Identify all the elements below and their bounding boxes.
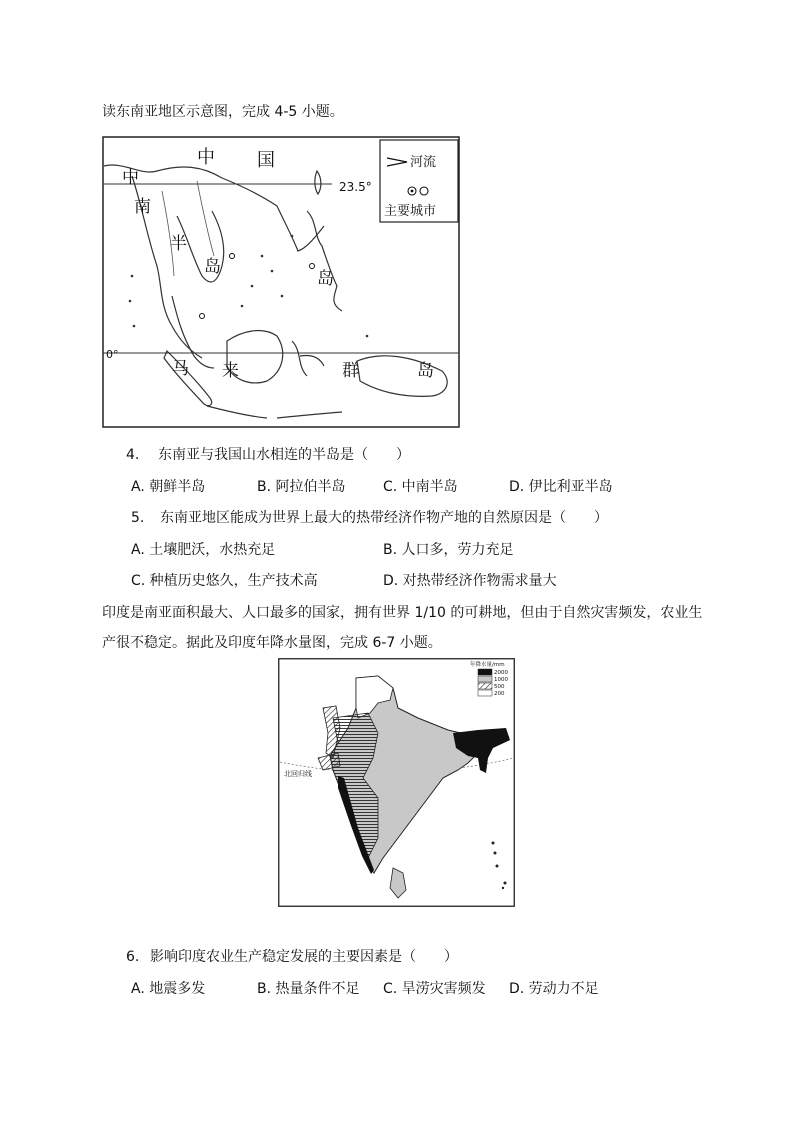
q4-option-a: A. 朝鲜半岛 [131,479,206,495]
q5-option-d: D. 对热带经济作物需求量大 [383,573,557,589]
q5-stem: 东南亚地区能成为世界上最大的热带经济作物产地的自然原因是（ ） [160,510,608,526]
q4-stem: 东南亚与我国山水相连的半岛是（ ） [158,447,410,463]
label-philippines: 岛 [317,269,334,289]
q6-stem: 影响印度农业生产稳定发展的主要因素是（ ） [150,949,458,965]
q6-option-a: A. 地震多发 [131,981,206,997]
q6-number: 6. [126,949,140,965]
q4-number: 4. [126,447,140,463]
legend-1000: 1000 [494,677,508,683]
intro-text-6-7-line1: 印度是南亚面积最大、人口最多的国家，拥有世界 1/10 的可耕地，但由于自然灾害频发，农业生 [102,605,703,621]
southeast-asia-map [102,136,460,428]
label-indochina-1: 中 [122,168,139,188]
q4-option-d: D. 伊比利亚半岛 [509,479,613,495]
q4-option-b: B. 阿拉伯半岛 [257,479,346,495]
legend-500: 500 [494,684,505,690]
map1-legend [380,140,458,222]
q4-option-c: C. 中南半岛 [383,479,458,495]
intro-text-4-5: 读东南亚地区示意图，完成 4-5 小题。 [102,104,344,120]
q5-option-b: B. 人口多，劳力充足 [383,542,514,558]
india-precipitation-map [278,658,515,907]
legend-river: 河流 [410,155,437,170]
q5-option-c: C. 种植历史悠久，生产技术高 [131,573,318,589]
legend-2000: 2000 [494,670,508,676]
label-lat-equator: 0° [106,348,119,361]
label-indochina-2: 南 [134,197,151,217]
q5-option-a: A. 土壤肥沃，水热充足 [131,542,276,558]
legend-city: 主要城市 [384,204,437,219]
label-indochina-4: 岛 [204,257,221,277]
q6-option-b: B. 热量条件不足 [257,981,360,997]
label-archipelago-2: 群 [342,361,359,381]
label-lat-tropic: 23.5° [339,180,372,194]
q6-option-c: C. 旱涝灾害频发 [383,981,486,997]
label-malay: 马 [172,359,189,379]
label-archipelago-3: 岛 [417,361,434,381]
q6-option-d: D. 劳动力不足 [509,981,599,997]
legend-200: 200 [494,691,505,697]
label-china-2: 国 [257,150,275,171]
label-china-1: 中 [197,147,215,168]
intro-text-6-7-line2: 产很不稳定。据此及印度年降水量图，完成 6-7 小题。 [102,635,442,651]
label-indochina-3: 半 [170,234,187,254]
q5-number: 5. [131,510,145,526]
tropic-label: 北回归线 [284,770,312,778]
label-archipelago-1: 来 [222,361,239,381]
legend-title: 年降水量/mm [470,662,505,668]
